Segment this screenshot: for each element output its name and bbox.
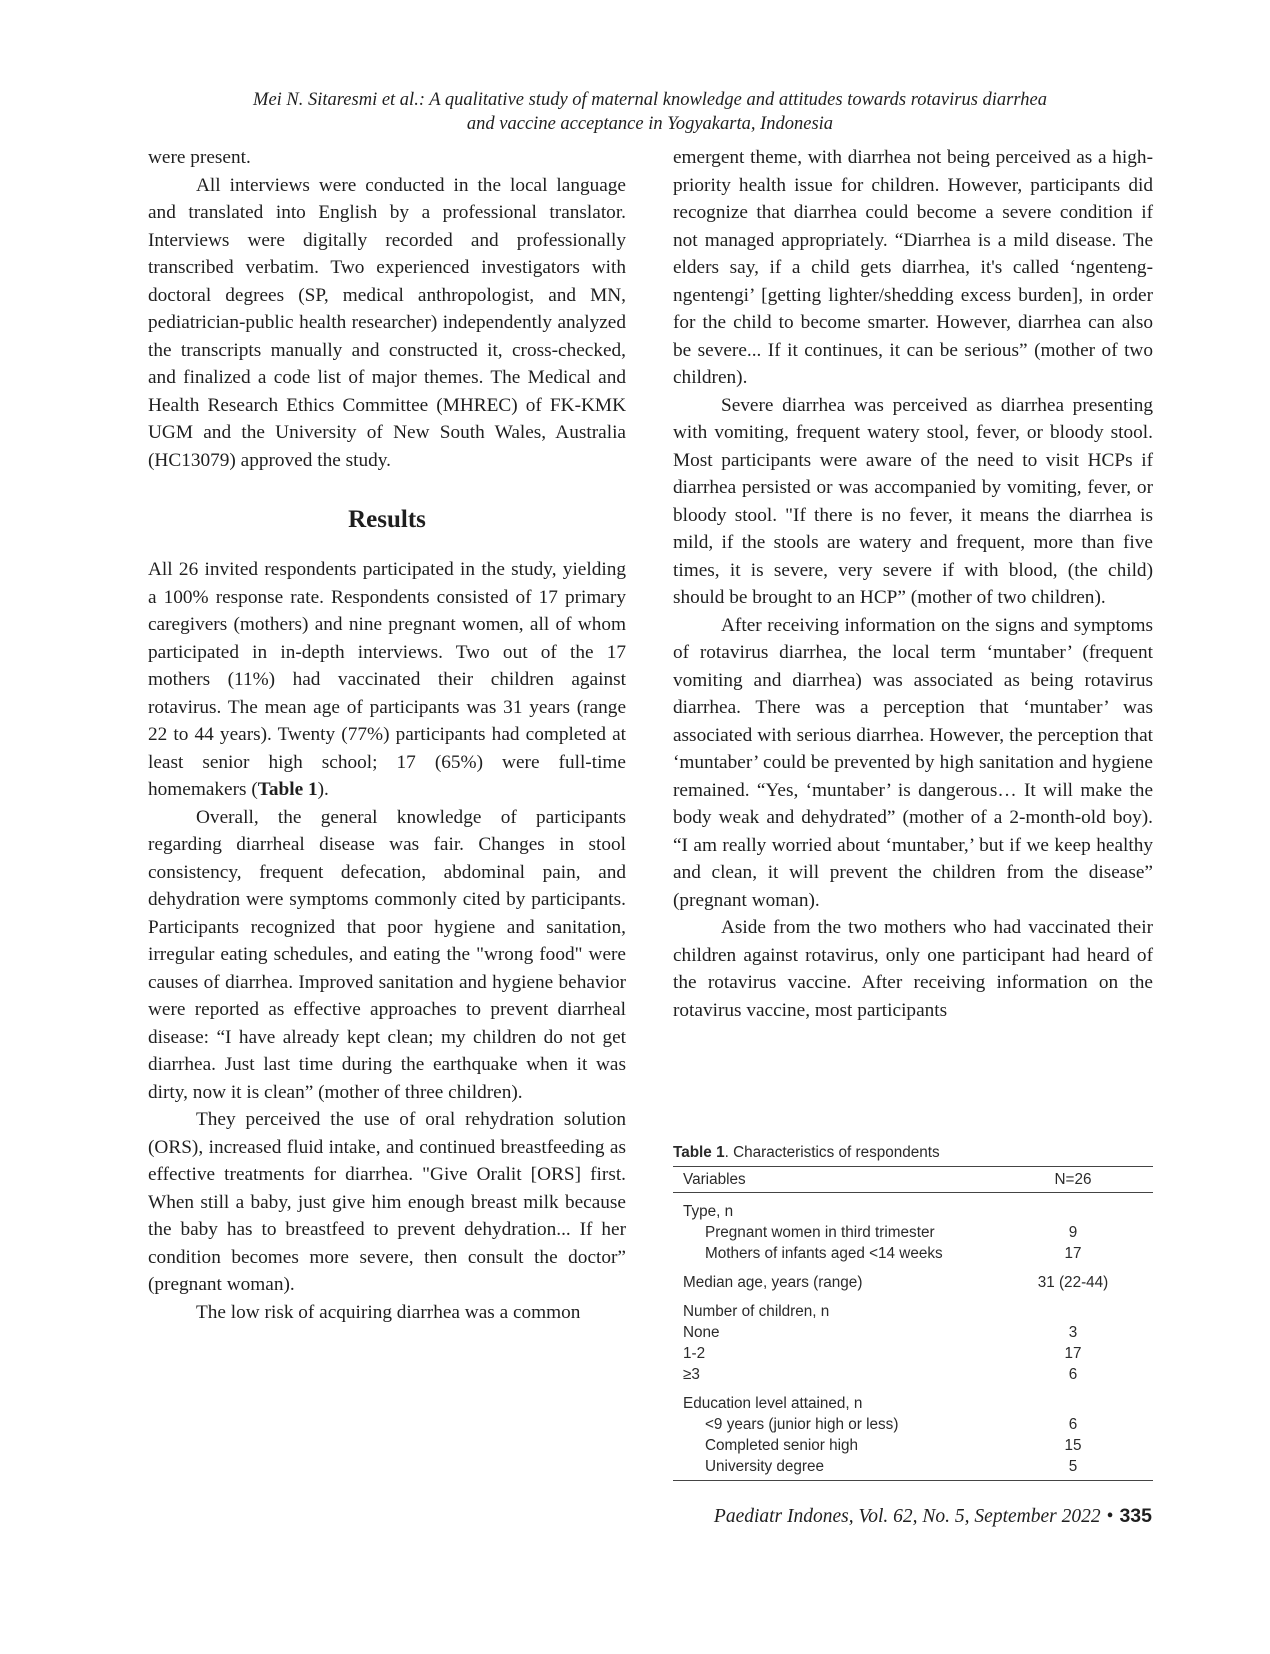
paragraph-text: ). [317, 779, 329, 800]
table-header-row [673, 1167, 1153, 1193]
table-row [673, 1385, 1153, 1414]
left-column [148, 144, 626, 1326]
row-label: Pregnant women in third trimester [705, 1224, 935, 1241]
row-label: Education level attained, n [683, 1395, 863, 1412]
row-label: Completed senior high [705, 1437, 859, 1454]
section-heading-results: Results [348, 506, 426, 533]
row-value [993, 1385, 1153, 1414]
table-row [673, 1364, 1153, 1385]
column-header-variables: Variables [673, 1167, 993, 1193]
row-label: ≥3 [683, 1366, 700, 1383]
page-footer [714, 1504, 1152, 1529]
paragraph-treatments: They perceived the use of oral rehydration solution (ORS), increased fluid intake, and continued breastfeeding as effective treatments for diarrhea. "Give Oralit [ORS] first. When still a baby, just give him enough breast milk because the baby has to breastfeed to prevent dehydration... If her condition becomes more severe, then consult the doctor” (pregnant woman). [148, 1109, 626, 1295]
paragraph-muntaber: After receiving information on the signs and symptoms of rotavirus diarrhea, the local term ‘muntaber’ (frequent vomiting and diarrhea) was associated as being rotavirus diarrhea. There was a perception that ‘muntaber’ was associated with serious diarrhea. However, the perception that ‘muntaber’ could be prevented by high sanitation and hygiene remained. “Yes, ‘muntaber’ is dangerous… It will make the body weak and dehydrated” (mother of a 2-month-old boy). “I am really worried about ‘muntaber,’ but if we keep healthy and clean, it will prevent the children from the disease” (pregnant woman). [673, 614, 1153, 911]
column-header-n: N=26 [993, 1167, 1153, 1193]
row-value: 15 [1064, 1437, 1082, 1454]
row-label: None [683, 1324, 720, 1341]
running-header [150, 88, 1150, 136]
page-number: 335 [1119, 1505, 1152, 1527]
row-value: 17 [1064, 1345, 1082, 1362]
table-caption-text: . Characteristics of respondents [724, 1144, 940, 1161]
paragraph-low-risk: The low risk of acquiring diarrhea was a common [196, 1301, 581, 1323]
row-value: 9 [1068, 1224, 1078, 1241]
table-row [673, 1222, 1153, 1243]
table-row [673, 1343, 1153, 1364]
row-value: 3 [1068, 1324, 1078, 1341]
table-row [673, 1264, 1153, 1293]
table-row [673, 1435, 1153, 1456]
row-label: 1-2 [683, 1345, 706, 1362]
row-value: 6 [1068, 1416, 1078, 1433]
row-value: 5 [993, 1456, 1153, 1481]
table-row [673, 1243, 1153, 1264]
table-caption [673, 1142, 1153, 1163]
paragraph-emergent-theme: emergent theme, with diarrhea not being perceived as a high-priority health issue for children. However, participants did recognize that diarrhea could become a severe condition if not managed appropriately. “Diarrhea is a mild disease. The elders say, if a child gets diarrhea, it's called ‘ngenteng-ngentengi’ [getting lighter/shedding excess burden], in order for the child to become smarter. However, diarrhea can also be severe... If it continues, it can be serious” (mother of two children). [673, 147, 1153, 388]
paragraph-vaccine-awareness: Aside from the two mothers who had vaccinated their children against rotavirus, only one participant had heard of the rotavirus vaccine. After receiving information on the rotavirus vaccine, most participants [673, 917, 1153, 1021]
table-reference-link[interactable]: Table 1 [257, 779, 318, 800]
row-label: Median age, years (range) [683, 1274, 863, 1291]
row-value: 17 [1064, 1245, 1082, 1262]
table-row [673, 1322, 1153, 1343]
paragraph-severe-diarrhea: Severe diarrhea was perceived as diarrhea presenting with vomiting, frequent watery stool, fever, or bloody stool. Most participants were aware of the need to visit HCPs if diarrhea persisted or was accompanied by vomiting, fever, or bloody stool. "If there is no fever, it means the diarrhea is mild, if the stools are watery and frequent, more than five times, it is severe, very severe if with blood, (the child) should be brought to an HCP” (mother of two children). [673, 394, 1153, 608]
table-row [673, 1193, 1153, 1223]
row-label: Mothers of infants aged <14 weeks [705, 1245, 943, 1262]
row-label: Number of children, n [683, 1303, 830, 1320]
paragraph-knowledge: Overall, the general knowledge of participants regarding diarrheal disease was fair. Changes in stool consistency, frequent defecation, abdominal pain, and dehydration were symptoms commonly cited by participants. Participants recognized that poor hygiene and sanitation, irregular eating schedules, and eating the "wrong food" were causes of diarrhea. Improved sanitation and hygiene behavior were reported as effective approaches to prevent diarrheal disease: “I have already kept clean; my children do not get diarrhea. Just last time during the earthquake when it was dirty, now it is clean” (mother of three children). [148, 806, 626, 1103]
running-header-line-2: and vaccine acceptance in Yogyakarta, Indonesia [466, 114, 834, 134]
row-value: 6 [1068, 1366, 1078, 1383]
table-1-block [673, 1142, 1153, 1481]
row-value: 31 (22-44) [1037, 1274, 1109, 1291]
table-row [673, 1293, 1153, 1322]
right-column [673, 144, 1153, 1024]
characteristics-table [673, 1166, 1153, 1481]
row-value [993, 1293, 1153, 1322]
journal-citation: Paediatr Indones, Vol. 62, No. 5, September 2022 [713, 1506, 1101, 1527]
row-label: <9 years (junior high or less) [705, 1416, 899, 1433]
row-value [993, 1193, 1153, 1223]
row-label: Type, n [683, 1203, 734, 1220]
table-row [673, 1414, 1153, 1435]
paragraph-continuation: were present. [148, 147, 251, 168]
paragraph-text: All 26 invited respondents participated in the study, yielding a 100% response rate. Respondents consisted of 17 primary caregivers (mothers) and nine pregnant women, all of whom participated in in-depth interviews. Two out of the 17 mothers (11%) had vaccinated their children against rotavirus. The mean age of participants was 31 years (range 22 to 44 years). Twenty (77%) participants had completed at least senior high school; 17 (65%) were full-time homemakers ( [148, 559, 626, 800]
table-row [673, 1456, 1153, 1481]
paragraph-methods-interviews: All interviews were conducted in the local language and translated into English by a professional translator. Interviews were digitally recorded and professionally transcribed verbatim. Two experienced investigators with doctoral degrees (SP, medical anthropologist, and MN, pediatrician-public health researcher) independently analyzed the transcripts manually and constructed it, cross-checked, and finalized a code list of major themes. The Medical and Health Research Ethics Committee (MHREC) of FK-KMK UGM and the University of New South Wales, Australia (HC13079) approved the study. [148, 174, 626, 471]
footer-bullet: • [1106, 1506, 1114, 1527]
table-caption-label: Table 1 [673, 1144, 725, 1161]
row-label: University degree [673, 1456, 993, 1481]
running-header-line-1: Mei N. Sitaresmi et al.: A qualitative study of maternal knowledge and attitudes towards rotavirus diarrhea [253, 90, 1047, 110]
paragraph-results-respondents [148, 556, 626, 804]
